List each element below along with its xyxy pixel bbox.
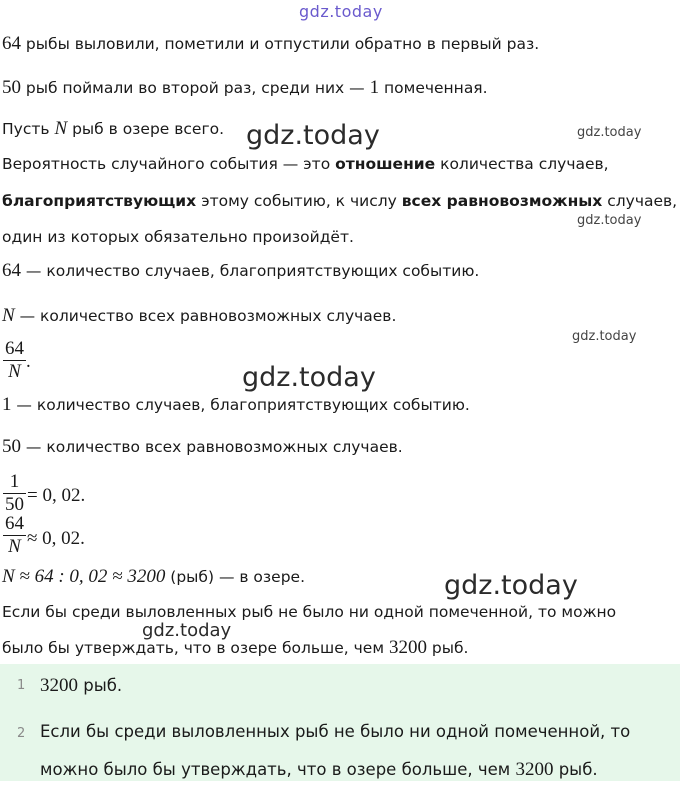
solution-line — [2, 567, 305, 587]
watermark: gdz.today — [577, 125, 642, 140]
line-text: один из которых обязательно произойдёт. — [2, 228, 354, 246]
line-text: — количество случаев, благоприятствующих событию. — [11, 396, 470, 414]
line-text: — количество случаев, благоприятствующих событию. — [21, 262, 480, 280]
answer-text — [40, 666, 122, 706]
watermark: gdz.today — [242, 362, 376, 393]
line-text: рыб. — [553, 760, 598, 779]
solution-line — [2, 78, 488, 98]
watermark: gdz.today — [577, 213, 642, 228]
watermark-top: gdz.today — [299, 2, 383, 21]
fraction-denominator: 50 — [5, 494, 24, 515]
line-text: (рыб) — в озере. — [165, 568, 305, 586]
line-text: Если бы среди выловленных рыб не было ни одной помеченной, то можно — [2, 603, 617, 621]
line-text: количества случаев, — [435, 155, 609, 173]
math-number: 64 — [2, 33, 21, 54]
solution-line — [2, 34, 539, 54]
line-text: рыб в озере всего. — [67, 120, 225, 138]
watermark: gdz.today — [444, 570, 578, 601]
line-text: можно было бы утверждать, что в озере больше, чем — [40, 760, 516, 779]
line-text: Вероятность случайного события — это — [2, 155, 336, 173]
math-number: 3200 — [40, 675, 78, 696]
bold-term: отношение — [335, 155, 436, 173]
math-variable: N — [54, 118, 68, 139]
bold-term: благоприятствующих — [2, 192, 197, 210]
math-number: 64 — [2, 260, 21, 281]
fraction — [3, 339, 26, 382]
answer-box — [0, 664, 680, 781]
line-text: этому событию, к числу — [196, 192, 402, 210]
line-text: рыб. — [426, 639, 469, 657]
line-text: Если бы среди выловленных рыб не было ни одной помеченной, то — [40, 722, 631, 741]
line-text: рыб. — [78, 676, 123, 695]
solution-line — [2, 638, 468, 658]
line-text: было бы утверждать, что в озере больше, чем — [2, 639, 389, 657]
line-text: случаев, — [602, 192, 678, 210]
math-number: 1 — [369, 77, 380, 98]
line-text: Пусть — [2, 120, 55, 138]
bold-term: всех равновозможных — [401, 192, 603, 210]
watermark: gdz.today — [572, 329, 637, 344]
solution-line — [2, 261, 479, 281]
fraction-denominator: N — [8, 536, 21, 557]
solution-line — [2, 602, 616, 622]
fraction — [3, 514, 26, 557]
solution-line — [2, 437, 403, 457]
answer-text — [40, 713, 630, 789]
fraction-numerator: 64 — [5, 338, 24, 359]
fraction-tail: ≈ 0, 02. — [27, 528, 85, 549]
solution-line — [2, 119, 224, 139]
fraction-tail: = 0, 02. — [27, 485, 86, 506]
fraction-numerator: 64 — [5, 513, 24, 534]
solution-line — [2, 227, 354, 247]
solution-line — [2, 191, 677, 211]
line-text: — количество всех равновозможных случаев. — [21, 438, 403, 456]
answer-index: 2 — [17, 726, 26, 741]
solution-line — [2, 306, 396, 326]
math-variable: N — [2, 305, 15, 326]
line-text: рыб поймали во второй раз, среди них — — [21, 79, 370, 97]
line-text: — количество всех равновозможных случаев. — [14, 307, 397, 325]
fraction-tail: . — [26, 351, 31, 372]
fraction-numerator: 1 — [9, 471, 20, 492]
watermark: gdz.today — [246, 120, 380, 151]
solution-line — [2, 395, 470, 415]
math-number: 50 — [2, 436, 21, 457]
math-number: 3200 — [388, 637, 427, 658]
watermark: gdz.today — [142, 620, 232, 641]
solution-line — [2, 154, 609, 174]
line-text: помеченная. — [379, 79, 488, 97]
line-text: рыбы выловили, пометили и отпустили обратно в первый раз. — [21, 35, 540, 53]
math-number: 3200 — [515, 759, 554, 780]
answer-index: 1 — [17, 678, 26, 693]
math-expression: N ≈ 64 : 0, 02 ≈ 3200 — [2, 566, 166, 587]
math-number: 50 — [2, 77, 21, 98]
math-number: 1 — [2, 394, 12, 415]
fraction-denominator: N — [8, 361, 21, 382]
fraction — [3, 472, 26, 515]
